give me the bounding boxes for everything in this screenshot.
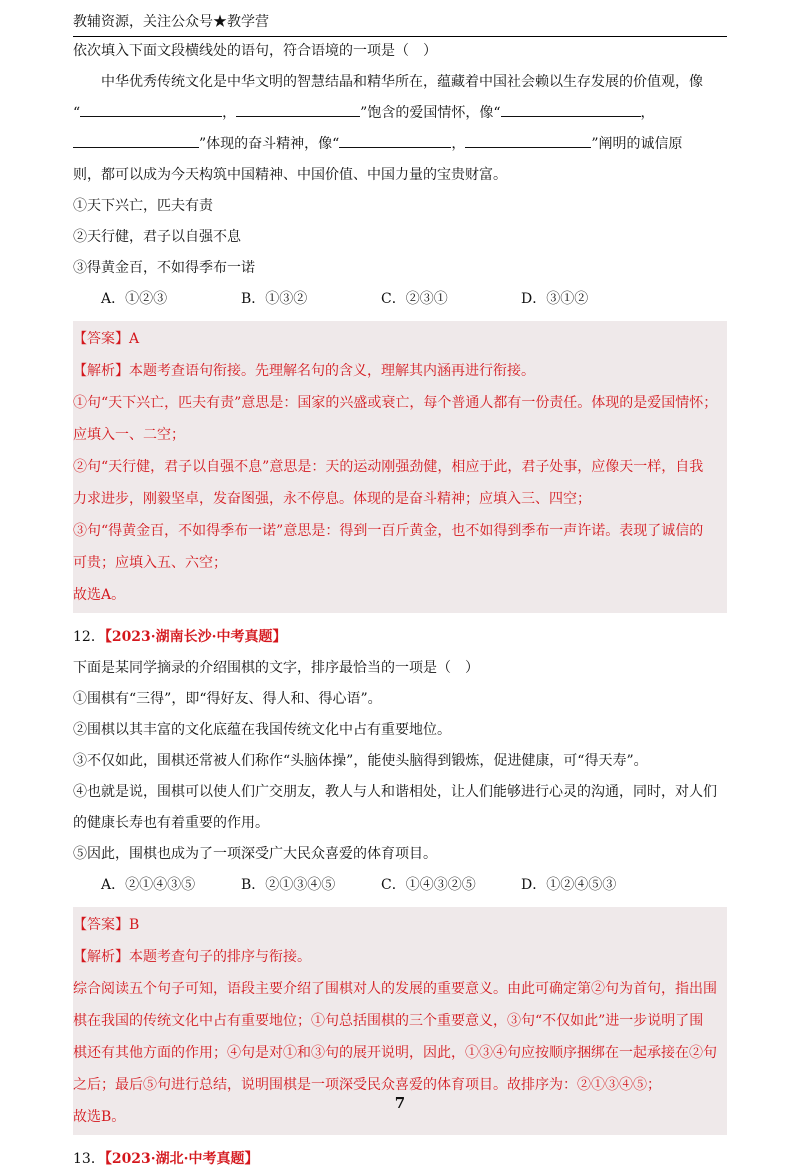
- q11-analysis-3: 应填入一、二空；: [73, 427, 185, 443]
- q11-analysis-2: ①句“天下兴亡，匹夫有责”意思是：国家的兴盛或衰亡，每个普通人都有一份责任。体现的是爱国情怀；: [73, 395, 718, 411]
- blank-2: [236, 100, 360, 117]
- q11-passage-line-4: 则，都可以成为今天构筑中国精神、中国价值、中国力量的宝贵财富。: [73, 167, 507, 183]
- q12-analysis-2: 综合阅读五个句子可知，语段主要介绍了围棋对人的发展的重要意义。由此可确定第②句为首句，指出围: [73, 981, 717, 997]
- q11-answer: 【答案】A: [73, 331, 140, 347]
- q11-option-d: D．③①②: [521, 291, 589, 307]
- q12-option-a: A．②①④③⑤: [101, 877, 196, 893]
- q12-title: [73, 621, 727, 653]
- q12-options: [73, 870, 727, 901]
- q12-line-6: ⑤因此，围棋也成为了一项深受广大民众喜爱的体育项目。: [73, 846, 437, 862]
- blank-5: [339, 131, 451, 148]
- blank-4: [73, 131, 199, 148]
- q11-option-c: C．②③①: [381, 291, 448, 307]
- q12-answer: 【答案】B: [73, 917, 140, 933]
- q11-option-a: A．①②③: [101, 291, 168, 307]
- q12-option-c: C．①④③②⑤: [381, 877, 476, 893]
- q13-number: 13．: [73, 1151, 105, 1167]
- q11-options: [73, 284, 727, 315]
- q13-source: 【2023·湖北·中考真题】: [104, 1151, 259, 1167]
- q11-answer-box: [73, 321, 727, 613]
- q11-analysis-7: 可贵；应填入五、六空；: [73, 555, 227, 571]
- q12-prompt: 下面是某同学摘录的介绍围棋的文字，排序最恰当的一项是（ ）: [73, 660, 479, 676]
- q11-item-2: ②天行健，君子以自强不息: [73, 229, 241, 245]
- q11-passage-line-1: 中华优秀传统文化是中华文明的智慧结晶和精华所在，蕴藏着中国社会赖以生存发展的价值观，像: [101, 74, 703, 90]
- q11-passage-line-2: “ ， ”饱含的爱国情怀，像“ ，: [73, 98, 727, 129]
- q11-analysis-5: 力求进步，刚毅坚卓，发奋图强，永不停息。体现的是奋斗精神；应填入三、四空；: [73, 491, 591, 507]
- q11-prompt: 依次填入下面文段横线处的语句，符合语境的一项是（ ）: [73, 43, 437, 59]
- q12-option-d: D．①②④⑤③: [521, 877, 617, 893]
- q12-analysis-4: 棋还有其他方面的作用；④句是对①和③句的展开说明，因此，①③④句应按顺序捆绑在一起承接在②句: [73, 1045, 717, 1061]
- page-body: [73, 36, 727, 1175]
- q12-analysis-6: 故选B。: [73, 1109, 126, 1125]
- q11-analysis-1: 【解析】本题考查语句衔接。先理解名句的含义，理解其内涵再进行衔接。: [73, 363, 535, 379]
- q12-line-1: ①围棋有“三得”，即“得好友、得人和、得心语”。: [73, 691, 382, 707]
- q11-option-b: B．①③②: [241, 291, 308, 307]
- q11-analysis-4: ②句“天行健，君子以自强不息”意思是：天的运动刚强劲健，相应于此，君子处事，应像天一样，自我: [73, 459, 704, 475]
- q11-passage-line-3: ”体现的奋斗精神，像“ ， ”阐明的诚信原: [73, 129, 727, 160]
- q12-line-3: ③不仅如此，围棋还常被人们称作“头脑体操”，能使头脑得到锻炼，促进健康，可“得天寿”。: [73, 753, 648, 769]
- page-number: 7: [394, 1094, 406, 1112]
- q13-title: [73, 1143, 727, 1175]
- q11-item-3: ③得黄金百，不如得季布一诺: [73, 260, 255, 276]
- q12-analysis-5: 之后；最后⑤句进行总结，说明围棋是一项深受民众喜爱的体育项目。故排序为：②①③④⑤；: [73, 1077, 661, 1093]
- blank-1: [80, 100, 222, 117]
- q12-line-4: ④也就是说，围棋可以使人们广交朋友，教人与人和谐相处，让人们能够进行心灵的沟通，同时，对人们: [73, 784, 717, 800]
- q11-analysis-6: ③句“得黄金百，不如得季布一诺”意思是：得到一百斤黄金，也不如得到季布一声许诺。表现了诚信的: [73, 523, 704, 539]
- q12-option-b: B．②①③④⑤: [241, 877, 336, 893]
- q12-number: 12．: [73, 629, 105, 645]
- page-header: 教辅资源，关注公众号★教学营: [73, 10, 727, 37]
- q12-line-2: ②围棋以其丰富的文化底蕴在我国传统文化中占有重要地位。: [73, 722, 451, 738]
- blank-3: [501, 100, 641, 117]
- q12-analysis-1: 【解析】本题考查句子的排序与衔接。: [73, 949, 311, 965]
- q12-line-5: 的健康长寿也有着重要的作用。: [73, 815, 269, 831]
- blank-6: [465, 131, 591, 148]
- q12-analysis-3: 棋在我国的传统文化中占有重要地位；①句总括围棋的三个重要意义，③句“不仅如此”进一步说明了围: [73, 1013, 704, 1029]
- q11-item-1: ①天下兴亡，匹夫有责: [73, 198, 213, 214]
- q11-analysis-8: 故选A。: [73, 587, 126, 603]
- q12-source: 【2023·湖南长沙·中考真题】: [104, 629, 287, 645]
